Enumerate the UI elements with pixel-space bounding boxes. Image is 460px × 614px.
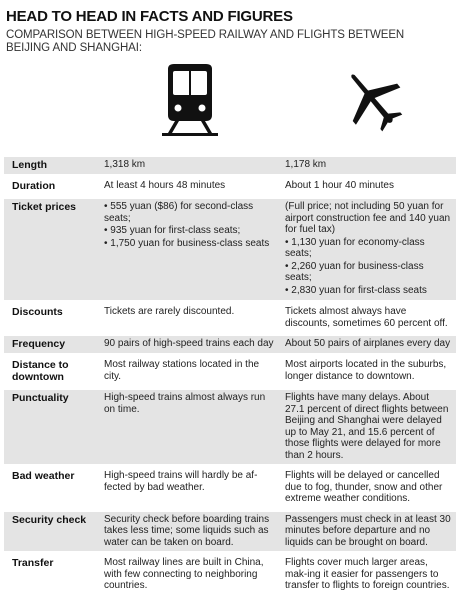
page-title: HEAD TO HEAD IN FACTS AND FIGURES [6,8,293,25]
list-item: • 935 yuan for first-class seats; [104,225,276,237]
row-label: Distance to downtown [4,355,100,388]
train-icon [158,63,222,139]
row-label: Punctuality [4,388,100,466]
train-value: At least 4 hours 48 minutes [100,176,281,197]
row-label: Frequency [4,334,100,355]
row-label: Discounts [4,302,100,334]
plane-value: About 1 hour 40 minutes [281,176,456,197]
list-item: • 1,750 yuan for business-class seats [104,238,276,250]
table-row-frequency [4,334,456,355]
row-label: Length [4,157,100,176]
plane-value: Flights cover much larger areas, mak-ing it easier for passengers to transfer to flights to foreign countries. [281,553,456,597]
table-row-security-check [4,510,456,554]
train-value: High-speed trains will hardly be af-fected by bad weather. [100,466,281,510]
icon-row [4,61,456,157]
plane-value: Tickets almost always have discounts, sometimes 60 percent off. [281,302,456,334]
table-row-duration [4,176,456,197]
train-price-list [104,201,276,249]
row-label: Security check [4,510,100,554]
table-row-length [4,157,456,176]
page-subtitle: COMPARISON BETWEEN HIGH-SPEED RAILWAY AND FLIGHTS BETWEEN BEIJING AND SHANGHAI: [6,29,405,54]
plane-value: 1,178 km [281,157,456,176]
train-value: 1,318 km [100,157,281,176]
table-row-distance [4,355,456,388]
airplane-icon [338,65,408,135]
comparison-table [4,157,456,599]
list-item: • 1,130 yuan for economy-class seats; [285,237,451,260]
plane-value: About 50 pairs of airplanes every day [281,334,456,355]
plane-value: Flights have many delays. About 27.1 percent of direct flights between Beijing and Shanghai were delayed up to May 21, and 15.6 percent of those flights were delayed for more than 2 hours. [281,388,456,466]
row-label: Transfer [4,553,100,597]
plane-price-list [285,237,451,297]
plane-value: Most airports located in the suburbs, longer distance to downtown. [281,355,456,388]
plane-value [281,197,456,302]
table-row-ticket-prices [4,197,456,302]
list-item: • 2,830 yuan for first-class seats [285,285,451,297]
plane-price-note: (Full price; not including 50 yuan for airport construction fee and 140 yuan for fuel tax) [285,201,451,235]
table-row-discounts [4,302,456,334]
train-value: Security check before boarding trains takes less time; some liquids such as water can be taken on board. [100,510,281,554]
train-value: Most railway lines are built in China, with few connecting to neighboring countries. [100,553,281,597]
train-value [100,197,281,302]
list-item: • 555 yuan ($86) for second-class seats; [104,201,276,224]
train-value: Tickets are rarely discounted. [100,302,281,334]
table-row-bad-weather [4,466,456,510]
train-value: High-speed trains almost always run on time. [100,388,281,466]
row-label: Ticket prices [4,197,100,302]
table-row-punctuality [4,388,456,466]
row-label: Bad weather [4,466,100,510]
list-item: • 2,260 yuan for business-class seats; [285,261,451,284]
train-value: Most railway stations located in the city. [100,355,281,388]
train-value: 90 pairs of high-speed trains each day [100,334,281,355]
plane-value: Passengers must check in at least 30 minutes before departure and no liquids can be brought on board. [281,510,456,554]
table-row-transfer [4,553,456,597]
plane-value: Flights will be delayed or cancelled due to fog, thunder, snow and other extreme weather conditions. [281,466,456,510]
row-label: Duration [4,176,100,197]
